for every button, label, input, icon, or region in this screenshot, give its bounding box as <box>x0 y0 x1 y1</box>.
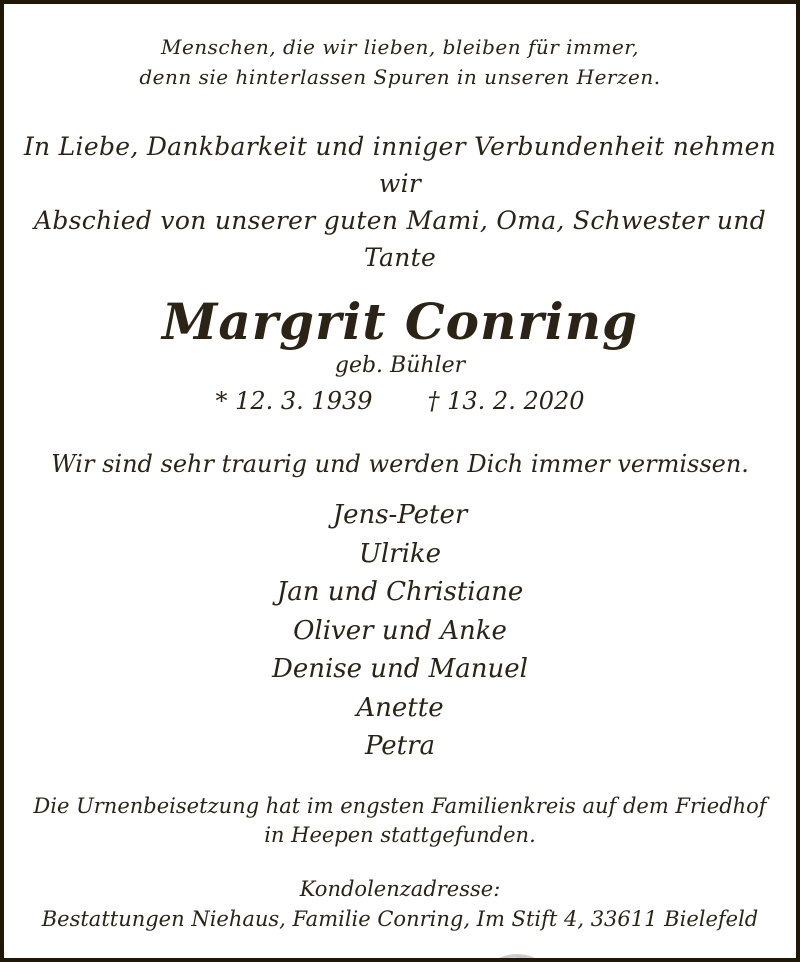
intro-line-2: Abschied von unserer guten Mami, Oma, Schwester und Tante <box>33 206 766 272</box>
epigraph-line-2: denn sie hinterlassen Spuren in unseren Herzen. <box>139 65 661 89</box>
birth-date: * 12. 3. 1939 <box>215 387 373 415</box>
burial-notice-line-1: Die Urnenbeisetzung hat im engsten Familienkreis auf dem Friedhof <box>33 793 767 818</box>
mourner-name: Petra <box>364 731 436 761</box>
grief-line: Wir sind sehr traurig und werden Dich immer vermissen. <box>51 450 749 478</box>
rose-icon <box>240 946 560 962</box>
mourner-name: Oliver und Anke <box>293 615 507 646</box>
intro-line-1: In Liebe, Dankbarkeit und inniger Verbundenheit nehmen wir <box>23 132 777 198</box>
burial-notice-line-2: in Heepen stattgefunden. <box>264 822 536 847</box>
burial-notice <box>4 792 796 850</box>
condolence-label: Kondolenzadresse: <box>299 876 501 901</box>
deceased-name: Margrit Conring <box>161 292 639 351</box>
death-date: † 13. 2. 2020 <box>427 387 585 415</box>
mourners-list <box>4 496 796 766</box>
mourner-name: Jens-Peter <box>332 500 468 530</box>
maiden-name: geb. Bühler <box>334 353 466 378</box>
mourner-name: Ulrike <box>358 538 442 569</box>
mourner-name: Jan und Christiane <box>276 577 524 607</box>
intro-text <box>4 128 796 276</box>
rose-image-container <box>4 946 796 962</box>
life-dates <box>4 386 796 416</box>
epigraph-line-1: Menschen, die wir lieben, bleiben für immer, <box>160 35 640 59</box>
mourner-name: Denise und Manuel <box>271 654 528 684</box>
condolence-address: Bestattungen Niehaus, Familie Conring, Im Stift 4, 33611 Bielefeld <box>41 906 759 931</box>
epigraph <box>4 32 796 92</box>
mourner-name: Anette <box>356 692 444 723</box>
condolence-block <box>4 874 796 934</box>
